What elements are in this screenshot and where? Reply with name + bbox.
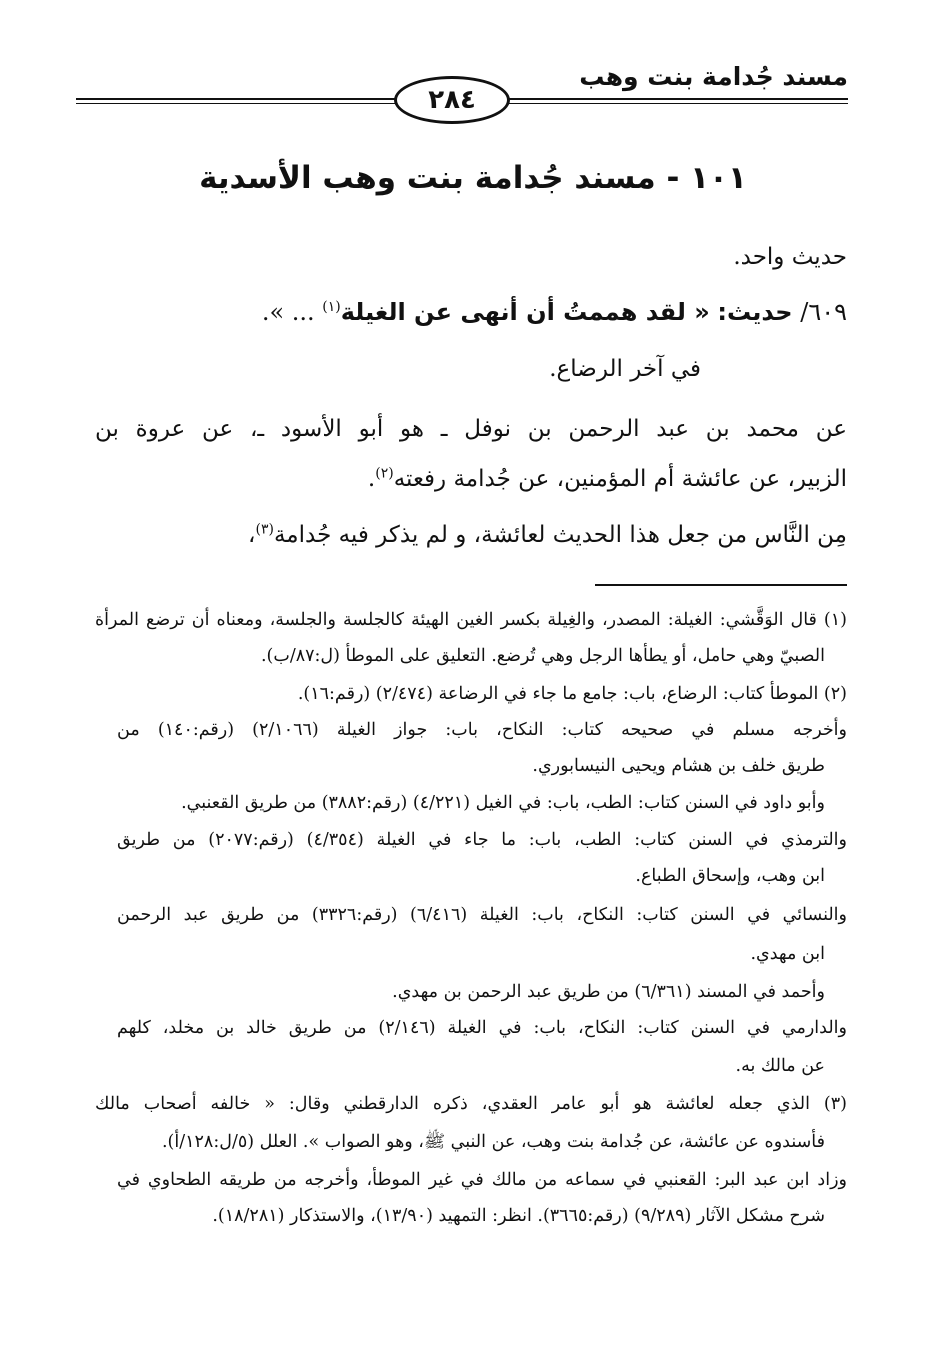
running-title: مسند جُدامة بنت وهب [579,62,848,91]
footnote-ref-2: (٢) [375,465,394,482]
footnote-2-line-3: طريق خلف بن هشام ويحيى النيسابوري. [532,756,825,776]
hadith-text: « لقد هممتُ أن أنهى عن الغيلة [340,298,710,326]
footnote-2-line-8: ابن مهدي. [750,944,825,964]
footnote-2-line-1: (٢) الموطأ كتاب: الرضاع، باب: جامع ما جاء في الرضاعة (٢/٤٧٤) (رقم:١٦). [297,684,847,704]
hadith-heading-line [262,297,847,327]
footnote-ref-3: (٣) [255,521,274,538]
footnote-1-line-1: (١) قال الوَقَّشي: الغيلة: المصدر، والغِيلة بكسر الغين الهيئة كالجلسة والجلسة، ومعناه أن ترضع المرأة [95,610,847,630]
footnote-2-line-2: وأخرجه مسلم في صحيحه كتاب: النكاح، باب: جواز الغيلة (٢/١٠٦٦) (رقم:١٤٠) من [117,720,847,740]
footnote-2-line-7: والنسائي في السنن كتاب: النكاح، باب: الغيلة (٦/٤١٦) (رقم:٣٣٢٦) من طريق عبد الرحمن [117,905,847,925]
text-line-5-main: الزبير، عن عائشة أم المؤمنين، عن جُدامة رفعته [393,466,847,492]
chapter-title: ١٠١ - مسند جُدامة بنت وهب الأسدية [199,160,747,196]
text-line-5-end: . [367,466,376,492]
footnote-2-line-9: وأحمد في المسند (٦/٣٦١) من طريق عبد الرحمن بن مهدي. [392,982,825,1002]
footnote-1-line-2: الصبيّ وهي حامل، أو يطأها الرجل وهي تُرضع. التعليق على الموطأ (ل:٨٧/ب). [260,646,825,666]
page-number-oval [394,76,510,124]
footnote-2-line-6: ابن وهب، وإسحاق الطباع. [635,866,825,886]
text-line-1: حديث واحد. [733,244,847,270]
footnote-3-line-1: (٣) الذي جعله لعائشة هو أبو عامر العقدي، ذكره الدارقطني وقال: « خالفه أصحاب مالك [95,1094,847,1114]
text-line-6 [248,520,847,550]
footnote-3-line-3: وزاد ابن عبد البر: القعنبي في سماعه من مالك في غير الموطأ، وأخرجه من طريقه الطحاوي في [117,1170,847,1190]
hadith-label: حديث: [717,298,793,326]
text-line-3: في آخر الرضاع. [549,356,701,382]
footnote-2-line-10: والدارمي في السنن كتاب: النكاح، باب: في الغيلة (٢/١٤٦) من طريق خالد بن مخلد، كلهم [117,1018,847,1038]
text-line-6-end: ، [248,522,256,548]
footnote-3-line-2: فأسندوه عن عائشة، عن جُدامة بنت وهب، عن النبي ﷺ، وهو الصواب ». العلل (٥/ل:١٢٨/أ). [161,1132,825,1152]
footnote-ref-1: (١) [322,299,341,315]
text-line-6-main: مِن النَّاس من جعل هذا الحديث لعائشة، و لم يذكر فيه جُدامة [273,522,847,548]
footnote-2-line-5: والترمذي في السنن كتاب: الطب، باب: ما جاء في الغيلة (٤/٣٥٤) (رقم:٢٠٧٧) من طريق [117,830,847,850]
footnote-3-line-4: شرح مشكل الآثار (٩/٢٨٩) (رقم:٣٦٦٥). انظر: التمهيد (١٣/٩٠)، والاستذكار (١٨/٢٨١). [212,1206,825,1226]
footnote-2-line-11: عن مالك به. [735,1056,825,1076]
footnote-2-line-4: وأبو داود في السنن كتاب: الطب، باب: في الغيل (٤/٢٢١) (رقم:٣٨٨٢) من طريق القعنبي. [181,793,825,813]
hadith-tail: ... ». [261,298,323,326]
page-header [76,62,848,122]
footnote-divider [595,584,847,586]
text-line-4: عن محمد بن عبد الرحمن بن نوفل ـ هو أبو الأسود ـ، عن عروة بن [95,416,847,442]
text-line-5 [368,464,847,494]
hadith-number: ٦٠٩/ [800,298,847,326]
page-number: ٢٨٤ [428,85,476,115]
